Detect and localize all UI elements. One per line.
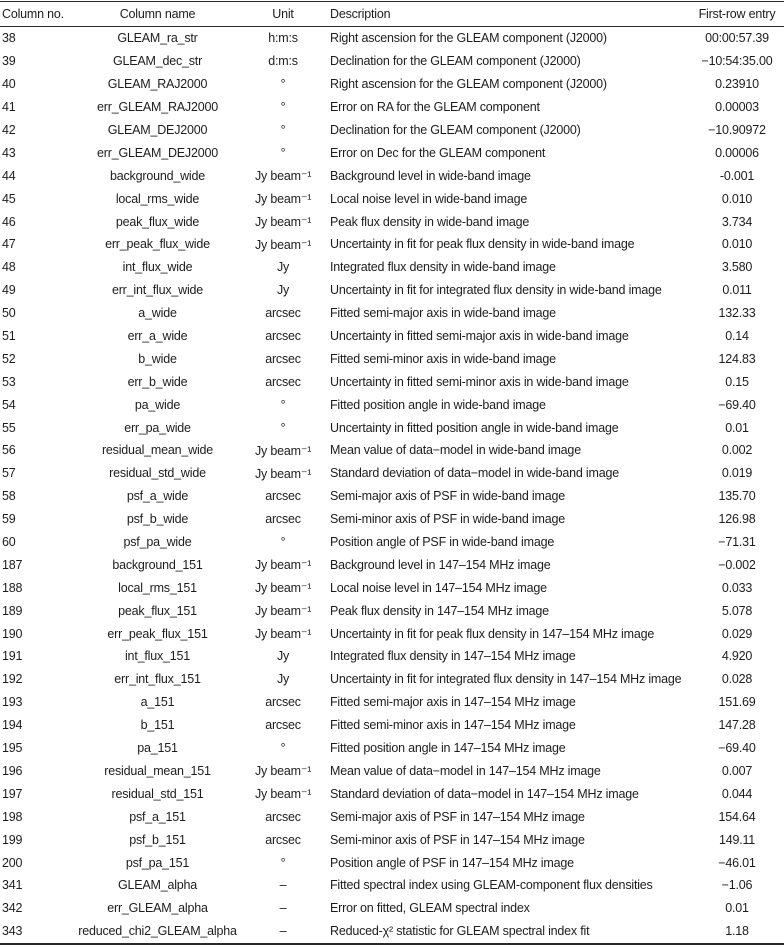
table-row: [0, 531, 784, 554]
first-row-entry-cell: 0.029: [721, 626, 753, 641]
column-name-cell: err_GLEAM_DEJ2000: [97, 145, 218, 160]
description-cell: Uncertainty in fit for peak flux density in wide-band image: [330, 237, 635, 252]
column-name-cell: a_wide: [138, 306, 177, 321]
column-name-cell: psf_a_151: [129, 809, 186, 824]
unit-cell: Jy: [276, 672, 290, 687]
first-row-entry-cell: 0.002: [721, 443, 753, 458]
unit-cell: °: [280, 397, 286, 412]
first-row-entry-cell: 147.28: [718, 718, 756, 733]
description-cell: Uncertainty in fitted semi-minor axis in wide-band image: [330, 374, 629, 389]
description-cell: Uncertainty in fitted position angle in wide-band image: [330, 420, 619, 435]
column-name-cell: residual_std_151: [111, 786, 204, 801]
first-row-entry-cell: -0.001: [719, 168, 755, 183]
description-cell: Position angle of PSF in wide-band image: [330, 535, 555, 550]
description-cell: Peak flux density in 147–154 MHz image: [330, 603, 549, 618]
unit-cell: Jy beam⁻¹: [255, 604, 312, 619]
description-cell: Standard deviation of data−model in 147–154 MHz image: [330, 786, 639, 801]
table-row: [0, 760, 784, 783]
column-name-cell: background_wide: [110, 168, 205, 183]
unit-cell: °: [280, 123, 286, 137]
table-row: [0, 50, 784, 73]
table-row: [0, 233, 784, 256]
first-row-entry-cell: 0.14: [725, 329, 749, 344]
table-row: [0, 920, 784, 944]
unit-cell: °: [280, 100, 286, 115]
column-number-cell: 55: [2, 420, 16, 435]
first-row-entry-cell: 3.580: [721, 260, 753, 275]
table-row: [0, 851, 784, 874]
table-row: [0, 119, 784, 142]
table-row: [0, 782, 784, 805]
column-number-cell: 42: [2, 123, 16, 137]
unit-cell: Jy beam⁻¹: [255, 558, 312, 573]
header-first-row-entry: First-row entry: [698, 7, 776, 21]
column-name-cell: int_flux_wide: [122, 260, 193, 275]
unit-cell: °: [280, 535, 286, 550]
column-name-cell: peak_flux_wide: [115, 214, 200, 229]
table-row: [0, 691, 784, 714]
description-cell: Right ascension for the GLEAM component (J2000): [330, 77, 607, 92]
column-number-cell: 193: [2, 695, 23, 710]
description-cell: Fitted semi-major axis in wide-band image: [330, 306, 556, 321]
column-number-cell: 41: [2, 100, 16, 115]
column-number-cell: 50: [2, 306, 16, 321]
column-number-cell: 192: [2, 672, 23, 687]
unit-cell: arcsec: [265, 329, 301, 344]
column-number-cell: 196: [2, 763, 23, 778]
table-row: [0, 737, 784, 760]
first-row-entry-cell: 0.23910: [715, 77, 759, 92]
unit-cell: Jy: [276, 283, 290, 298]
column-number-cell: 51: [2, 329, 16, 344]
unit-cell: °: [280, 77, 286, 92]
table-row: [0, 553, 784, 576]
description-cell: Fitted position angle in wide-band image: [330, 397, 546, 412]
first-row-entry-cell: −10:54:35.00: [701, 54, 773, 69]
column-name-cell: err_b_wide: [127, 374, 188, 389]
first-row-entry-cell: 00:00:57.39: [705, 31, 769, 46]
description-cell: Fitted position angle in 147–154 MHz image: [330, 741, 566, 756]
table-row: [0, 599, 784, 622]
unit-cell: °: [280, 145, 286, 160]
unit-cell: –: [279, 924, 287, 939]
column-name-cell: local_rms_wide: [115, 191, 200, 206]
first-row-entry-cell: −69.40: [718, 741, 756, 756]
first-row-entry-cell: 132.33: [718, 306, 756, 321]
first-row-entry-cell: 154.64: [718, 809, 756, 824]
column-name-cell: GLEAM_DEJ2000: [107, 123, 208, 137]
column-name-cell: pa_151: [137, 741, 178, 756]
unit-cell: d:m:s: [268, 54, 298, 69]
first-row-entry-cell: 0.007: [721, 763, 753, 778]
unit-cell: –: [279, 878, 287, 893]
first-row-entry-cell: −10.90972: [708, 123, 766, 137]
column-number-cell: 58: [2, 489, 16, 504]
unit-cell: Jy: [276, 649, 290, 664]
column-number-cell: 187: [2, 557, 23, 572]
first-row-entry-cell: 3.734: [721, 214, 753, 229]
column-name-cell: err_int_flux_151: [114, 672, 201, 687]
description-cell: Standard deviation of data−model in wide-band image: [330, 466, 619, 481]
column-number-cell: 199: [2, 832, 23, 847]
table-row: [0, 828, 784, 851]
table-row: [0, 164, 784, 187]
unit-cell: –: [279, 901, 287, 916]
first-row-entry-cell: 4.920: [721, 649, 753, 664]
description-cell: Error on RA for the GLEAM component: [330, 100, 540, 115]
table-row: [0, 187, 784, 210]
first-row-entry-cell: 151.69: [718, 695, 756, 710]
table-body: [0, 27, 784, 944]
unit-cell: arcsec: [265, 489, 301, 504]
first-row-entry-cell: 1.18: [725, 924, 749, 939]
first-row-entry-cell: 0.00006: [715, 145, 759, 160]
first-row-entry-cell: 126.98: [718, 512, 756, 527]
column-name-cell: local_rms_151: [118, 580, 197, 595]
column-number-cell: 40: [2, 77, 16, 92]
description-cell: Local noise level in 147–154 MHz image: [330, 580, 547, 595]
first-row-entry-cell: 5.078: [721, 603, 753, 618]
first-row-entry-cell: −71.31: [718, 535, 756, 550]
unit-cell: Jy beam⁻¹: [255, 169, 312, 184]
column-number-cell: 45: [2, 191, 16, 206]
first-row-entry-cell: 124.83: [718, 351, 756, 366]
column-number-cell: 189: [2, 603, 23, 618]
column-number-cell: 190: [2, 626, 23, 641]
table-row: [0, 279, 784, 302]
column-number-cell: 43: [2, 145, 16, 160]
first-row-entry-cell: 0.00003: [715, 100, 759, 115]
description-cell: Semi-major axis of PSF in 147–154 MHz image: [330, 809, 585, 824]
column-name-cell: err_GLEAM_RAJ2000: [97, 100, 218, 115]
column-name-cell: pa_wide: [134, 397, 181, 412]
table-row: [0, 462, 784, 485]
column-name-cell: GLEAM_RAJ2000: [107, 77, 208, 92]
description-cell: Mean value of data−model in wide-band image: [330, 443, 581, 458]
column-name-cell: residual_mean_wide: [101, 443, 214, 458]
column-name-cell: err_int_flux_wide: [111, 283, 204, 298]
column-number-cell: 57: [2, 466, 16, 481]
unit-cell: arcsec: [265, 351, 301, 366]
column-name-cell: psf_a_wide: [126, 489, 189, 504]
table-row: [0, 141, 784, 164]
unit-cell: Jy beam⁻¹: [255, 443, 312, 458]
first-row-entry-cell: 0.010: [721, 237, 753, 252]
table-row: [0, 439, 784, 462]
column-name-cell: GLEAM_alpha: [117, 878, 198, 893]
description-cell: Reduced-χ² statistic for GLEAM spectral index fit: [330, 924, 590, 939]
description-cell: Fitted semi-minor axis in wide-band image: [330, 351, 556, 366]
column-number-cell: 47: [2, 237, 16, 252]
first-row-entry-cell: −1.06: [721, 878, 753, 893]
first-row-entry-cell: 0.01: [725, 420, 749, 435]
unit-cell: °: [280, 855, 286, 870]
column-name-cell: err_pa_wide: [124, 420, 191, 435]
first-row-entry-cell: 0.044: [721, 786, 753, 801]
description-cell: Fitted semi-minor axis in 147–154 MHz image: [330, 718, 576, 733]
description-cell: Declination for the GLEAM component (J2000): [330, 123, 581, 137]
column-number-cell: 46: [2, 214, 16, 229]
unit-cell: Jy beam⁻¹: [255, 466, 312, 481]
table-row: [0, 370, 784, 393]
column-number-cell: 38: [2, 31, 16, 46]
description-cell: Fitted semi-major axis in 147–154 MHz image: [330, 695, 576, 710]
first-row-entry-cell: 0.01: [725, 901, 749, 916]
unit-cell: arcsec: [265, 809, 301, 824]
unit-cell: h:m:s: [268, 31, 298, 46]
unit-cell: °: [280, 741, 286, 756]
description-cell: Mean value of data−model in 147–154 MHz image: [330, 763, 601, 778]
description-cell: Right ascension for the GLEAM component (J2000): [330, 31, 607, 46]
column-number-cell: 59: [2, 512, 16, 527]
table-row: [0, 645, 784, 668]
table-row: [0, 302, 784, 325]
column-name-cell: psf_pa_wide: [123, 535, 192, 550]
description-cell: Fitted spectral index using GLEAM-component flux densities: [330, 878, 653, 893]
column-name-cell: err_GLEAM_alpha: [107, 901, 208, 916]
table-row: [0, 325, 784, 348]
table-row: [0, 210, 784, 233]
first-row-entry-cell: 0.010: [721, 191, 753, 206]
column-number-cell: 60: [2, 535, 16, 550]
column-number-cell: 195: [2, 741, 23, 756]
column-number-cell: 54: [2, 397, 16, 412]
description-cell: Background level in 147–154 MHz image: [330, 557, 551, 572]
unit-cell: arcsec: [265, 695, 301, 710]
unit-cell: arcsec: [265, 718, 301, 733]
column-name-cell: err_peak_flux_wide: [105, 237, 210, 252]
column-number-cell: 52: [2, 351, 16, 366]
unit-cell: Jy beam⁻¹: [255, 215, 312, 230]
description-cell: Semi-major axis of PSF in wide-band image: [330, 489, 565, 504]
first-row-entry-cell: −46.01: [718, 855, 756, 870]
first-row-entry-cell: 149.11: [718, 832, 756, 847]
table-row: [0, 805, 784, 828]
table-row: [0, 393, 784, 416]
table-row: [0, 897, 784, 920]
description-cell: Uncertainty in fit for integrated flux density in 147–154 MHz image: [330, 672, 682, 687]
unit-cell: °: [280, 420, 286, 435]
column-name-cell: residual_mean_151: [104, 763, 211, 778]
description-cell: Semi-minor axis of PSF in wide-band image: [330, 512, 565, 527]
description-cell: Uncertainty in fit for peak flux density in 147–154 MHz image: [330, 626, 655, 641]
unit-cell: arcsec: [265, 832, 301, 847]
first-row-entry-cell: 0.011: [722, 283, 752, 298]
table-row: [0, 96, 784, 119]
column-name-cell: background_151: [112, 557, 203, 572]
column-number-cell: 48: [2, 260, 16, 275]
column-number-cell: 49: [2, 283, 16, 298]
table-row: [0, 508, 784, 531]
table-row: [0, 485, 784, 508]
column-name-cell: b_wide: [138, 351, 177, 366]
column-number-cell: 53: [2, 374, 16, 389]
table-row: [0, 256, 784, 279]
column-name-cell: int_flux_151: [124, 649, 190, 664]
description-cell: Error on Dec for the GLEAM component: [330, 145, 546, 160]
unit-cell: Jy beam⁻¹: [255, 581, 312, 596]
table-header: [0, 2, 784, 27]
description-cell: Declination for the GLEAM component (J2000): [330, 54, 581, 69]
column-number-cell: 188: [2, 580, 23, 595]
column-number-cell: 191: [2, 649, 23, 664]
table-row: [0, 714, 784, 737]
description-cell: Uncertainty in fitted semi-major axis in wide-band image: [330, 329, 629, 344]
description-cell: Uncertainty in fit for integrated flux density in wide-band image: [330, 283, 662, 298]
table-row: [0, 576, 784, 599]
unit-cell: arcsec: [265, 374, 301, 389]
header-unit: Unit: [272, 7, 294, 21]
column-name-cell: err_a_wide: [127, 329, 188, 344]
header-column-no: Column no.: [2, 7, 64, 21]
column-number-cell: 200: [2, 855, 23, 870]
header-description: Description: [330, 7, 391, 21]
column-name-cell: psf_pa_151: [125, 855, 190, 870]
first-row-entry-cell: 0.019: [721, 466, 753, 481]
table-row: [0, 347, 784, 370]
column-name-cell: reduced_chi2_GLEAM_alpha: [78, 924, 237, 939]
column-number-cell: 44: [2, 168, 16, 183]
description-cell: Integrated flux density in 147–154 MHz image: [330, 649, 576, 664]
column-number-cell: 56: [2, 443, 16, 458]
description-cell: Integrated flux density in wide-band image: [330, 260, 556, 275]
unit-cell: Jy beam⁻¹: [255, 627, 312, 642]
description-cell: Background level in wide-band image: [330, 168, 531, 183]
description-cell: Error on fitted, GLEAM spectral index: [330, 901, 530, 916]
first-row-entry-cell: −0.002: [718, 557, 756, 572]
description-cell: Peak flux density in wide-band image: [330, 214, 530, 229]
unit-cell: Jy beam⁻¹: [255, 192, 312, 207]
first-row-entry-cell: 0.15: [725, 374, 749, 389]
column-name-cell: GLEAM_dec_str: [112, 54, 203, 69]
table-row: [0, 622, 784, 645]
header-row: [0, 2, 784, 27]
description-cell: Semi-minor axis of PSF in 147–154 MHz image: [330, 832, 585, 847]
column-name-cell: psf_b_151: [129, 832, 186, 847]
description-cell: Local noise level in wide-band image: [330, 191, 528, 206]
header-column-name: Column name: [119, 7, 196, 21]
table-row: [0, 874, 784, 897]
column-name-cell: b_151: [140, 718, 175, 733]
column-name-cell: peak_flux_151: [118, 603, 197, 618]
first-row-entry-cell: −69.40: [718, 397, 756, 412]
column-number-cell: 342: [2, 901, 23, 916]
column-name-cell: err_peak_flux_151: [107, 626, 208, 641]
column-number-cell: 343: [2, 924, 23, 939]
unit-cell: Jy: [276, 260, 290, 275]
column-name-cell: psf_b_wide: [126, 512, 189, 527]
unit-cell: arcsec: [265, 512, 301, 527]
column-name-cell: a_151: [140, 695, 175, 710]
column-number-cell: 197: [2, 786, 23, 801]
unit-cell: Jy beam⁻¹: [255, 764, 312, 779]
unit-cell: Jy beam⁻¹: [255, 237, 312, 252]
table-row: [0, 73, 784, 96]
table-row: [0, 668, 784, 691]
column-description-table: [0, 1, 784, 945]
unit-cell: arcsec: [265, 306, 301, 321]
column-number-cell: 194: [2, 718, 23, 733]
first-row-entry-cell: 0.028: [721, 672, 753, 687]
column-number-cell: 39: [2, 54, 16, 69]
column-name-cell: GLEAM_ra_str: [117, 31, 198, 46]
column-name-cell: residual_std_wide: [109, 466, 206, 481]
first-row-entry-cell: 0.033: [721, 580, 753, 595]
table-row: [0, 27, 784, 50]
table-row: [0, 416, 784, 439]
column-number-cell: 341: [2, 878, 23, 893]
column-number-cell: 198: [2, 809, 23, 824]
first-row-entry-cell: 135.70: [718, 489, 756, 504]
description-cell: Position angle of PSF in 147–154 MHz image: [330, 855, 574, 870]
unit-cell: Jy beam⁻¹: [255, 787, 312, 802]
